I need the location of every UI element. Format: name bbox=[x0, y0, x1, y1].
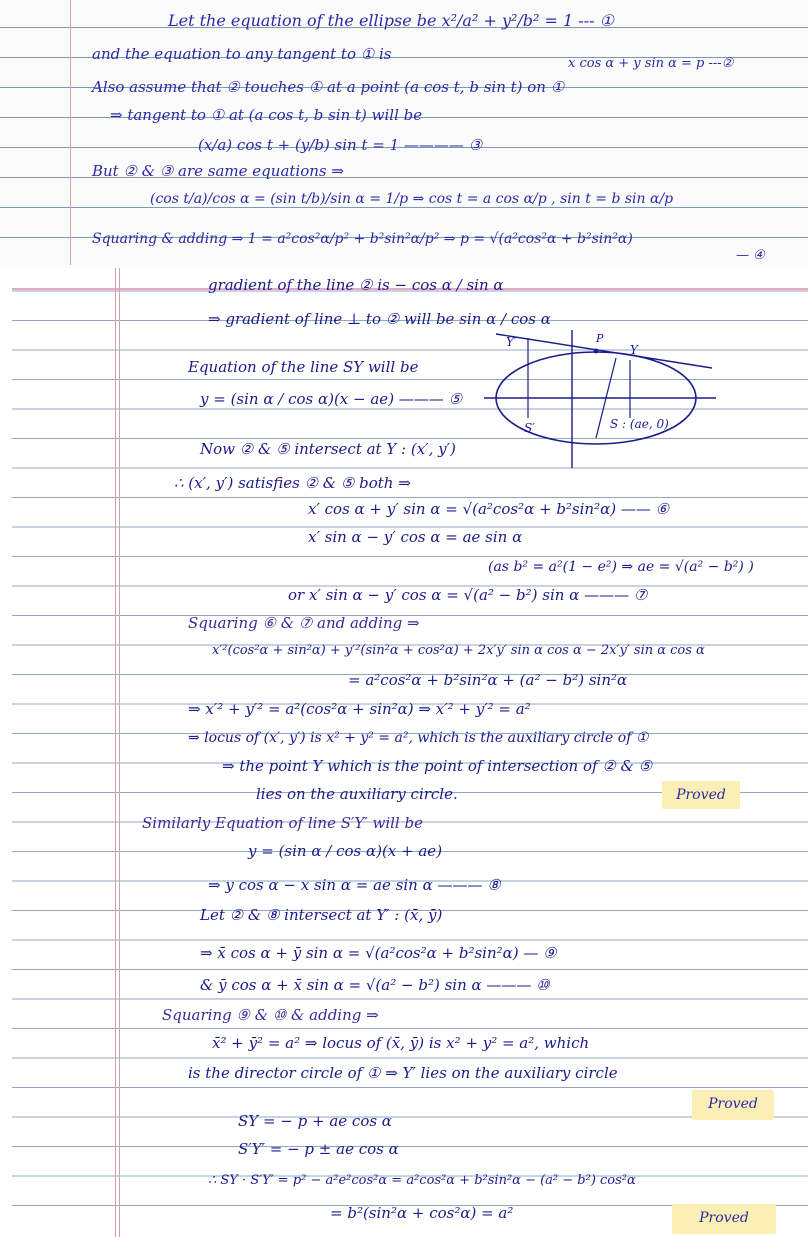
text-line: Equation of the line SY will be bbox=[188, 358, 419, 376]
figure-label: S : (ae, 0) bbox=[610, 417, 669, 431]
text-line: But ② & ③ are same equations ⇒ bbox=[92, 162, 344, 180]
text-line: ⇒ x′² + y′² = a²(cos²α + sin²α) ⇒ x′² + y′² = a² bbox=[188, 700, 531, 718]
text-line: = b²(sin²α + cos²α) = a² bbox=[330, 1204, 514, 1222]
text-line: Squaring & adding ⇒ 1 = a²cos²α/p² + b²sin²α/p² ⇒ p = √(a²cos²α + b²sin²α) bbox=[92, 231, 633, 247]
text-line: y = (sin α / cos α)(x + ae) bbox=[248, 842, 443, 860]
ellipse-tangent-figure bbox=[484, 328, 720, 478]
margin-line bbox=[119, 268, 120, 1237]
figure-label: P bbox=[596, 332, 604, 345]
notebook-page-1 bbox=[0, 0, 808, 265]
text-line: = a²cos²α + b²sin²α + (a² − b²) sin²α bbox=[348, 671, 628, 689]
text-line: and the equation to any tangent to ① is bbox=[92, 45, 392, 63]
text-line: ⇒ y cos α − x sin α = ae sin α ——— ⑧ bbox=[208, 876, 501, 894]
proved-highlight: Proved bbox=[672, 1204, 776, 1234]
text-line: or x′ sin α − y′ cos α = √(a² − b²) sin α ——— ⑦ bbox=[288, 586, 648, 604]
text-line: (as b² = a²(1 − e²) ⇒ ae = √(a² − b²) ) bbox=[488, 559, 754, 575]
text-line: x′ sin α − y′ cos α = ae sin α bbox=[308, 528, 523, 546]
text-line: ⇒ tangent to ① at (a cos t, b sin t) will be bbox=[110, 106, 423, 124]
text-line: gradient of the line ② is − cos α / sin α bbox=[208, 276, 504, 294]
text-line: y = (sin α / cos α)(x − ae) ——— ⑤ bbox=[200, 390, 463, 408]
figure-label: Y bbox=[630, 343, 638, 357]
text-line: & ȳ cos α + x̄ sin α = √(a² − b²) sin α ——— ⑩ bbox=[200, 976, 550, 994]
notebook-page-2 bbox=[12, 268, 808, 1237]
text-line: ∴ (x′, y′) satisfies ② & ⑤ both ⇒ bbox=[174, 474, 411, 492]
text-line: Squaring ⑨ & ⑩ & adding ⇒ bbox=[162, 1006, 379, 1024]
text-line: (x/a) cos t + (y/b) sin t = 1 ———— ③ bbox=[198, 136, 483, 154]
text-line: x′ cos α + y′ sin α = √(a²cos²α + b²sin²α) —— ⑥ bbox=[308, 500, 670, 518]
text-line: ⇒ locus of (x′, y′) is x² + y² = a², which is the auxiliary circle of ① bbox=[188, 730, 649, 746]
figure-label: S′ bbox=[524, 421, 535, 435]
text-line: x′²(cos²α + sin²α) + y′²(sin²α + cos²α) + 2x′y′ sin α cos α − 2x′y′ sin α cos α bbox=[212, 643, 705, 658]
text-line: Let the equation of the ellipse be x²/a² + y²/b² = 1 --- ① bbox=[168, 11, 614, 30]
text-line: Squaring ⑥ & ⑦ and adding ⇒ bbox=[188, 614, 420, 632]
text-line: (cos t/a)/cos α = (sin t/b)/sin α = 1/p ⇒ cos t = a cos α/p , sin t = b sin α/p bbox=[150, 191, 674, 207]
text-line: x cos α + y sin α = p ---② bbox=[568, 56, 734, 71]
figure-label: Y′ bbox=[506, 335, 517, 349]
text-line: lies on the auxiliary circle. bbox=[256, 785, 458, 803]
margin-line bbox=[115, 268, 116, 1237]
margin-line bbox=[70, 0, 71, 265]
text-line: Let ② & ⑧ intersect at Y′ : (x̄, ȳ) bbox=[200, 906, 443, 924]
text-line: x̄² + ȳ² = a² ⇒ locus of (x̄, ȳ) is x² + y² = a², which bbox=[212, 1034, 590, 1052]
text-line: Now ② & ⑤ intersect at Y : (x′, y′) bbox=[200, 440, 456, 458]
text-line: — ④ bbox=[736, 248, 765, 263]
proved-highlight: Proved bbox=[692, 1090, 774, 1120]
text-line: ∴ SY · S′Y′ = p² − a²e²cos²α = a²cos²α + b²sin²α − (a² − b²) cos²α bbox=[208, 1173, 636, 1188]
text-line: ⇒ x̄ cos α + ȳ sin α = √(a²cos²α + b²sin²α) — ⑨ bbox=[200, 944, 557, 962]
text-line: ⇒ the point Y which is the point of intersection of ② & ⑤ bbox=[222, 757, 653, 775]
proved-highlight: Proved bbox=[662, 781, 740, 809]
text-line: Also assume that ② touches ① at a point (a cos t, b sin t) on ① bbox=[92, 78, 565, 96]
text-line: SY = − p + ae cos α bbox=[238, 1112, 392, 1130]
text-line: is the director circle of ① ⇒ Y′ lies on the auxiliary circle bbox=[188, 1064, 618, 1082]
text-line: S′Y′ = − p ± ae cos α bbox=[238, 1140, 399, 1158]
text-line: ⇒ gradient of line ⊥ to ② will be sin α / cos α bbox=[208, 310, 551, 328]
text-line: Similarly Equation of line S′Y′ will be bbox=[142, 814, 423, 832]
